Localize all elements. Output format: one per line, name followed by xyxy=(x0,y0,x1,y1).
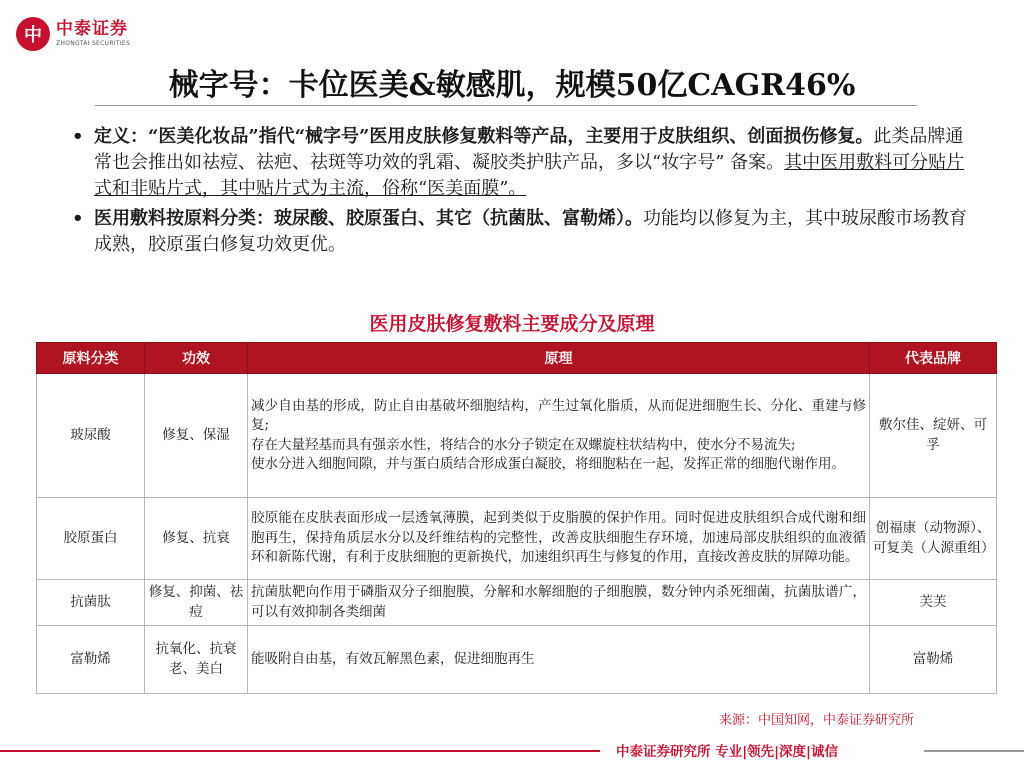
header-material: 原料分类 xyxy=(37,343,145,374)
footer-divider-red xyxy=(0,750,600,752)
cell-material: 玻尿酸 xyxy=(37,374,145,498)
company-logo xyxy=(16,14,130,54)
cell-brand: 创福康（动物源）、可复美（人源重组） xyxy=(870,498,997,580)
header-brand: 代表品牌 xyxy=(870,343,997,374)
bullet-2-bold: 医用敷料按原料分类：玻尿酸、胶原蛋白、其它（抗菌肽、富勒烯）。 xyxy=(94,208,643,229)
principle-line: 抗菌肽靶向作用于磷脂双分子细胞膜，分解和水解细胞的子细胞膜，数分钟内杀死细菌，抗菌肽谱广，可以有效抑制各类细菌 xyxy=(251,584,866,620)
cell-effect: 抗氧化、抗衰老、美白 xyxy=(145,626,248,694)
cell-principle xyxy=(248,626,870,694)
principle-line: 减少自由基的形成，防止自由基破坏细胞结构，产生过氧化脂质，从而促进细胞生长、分化、重建与修复; xyxy=(251,397,866,433)
table-row xyxy=(37,498,997,580)
header-principle: 原理 xyxy=(248,343,870,374)
logo-name-en: ZHONGTAI SECURITIES xyxy=(56,40,131,47)
title-divider xyxy=(95,105,917,106)
principle-line: 使水分进入细胞间隙，并与蛋白质结合形成蛋白凝胶，将细胞粘在一起，发挥正常的细胞代谢作用。 xyxy=(251,456,845,472)
cell-brand: 芙芙 xyxy=(870,580,997,626)
logo-mark-icon: 中 xyxy=(16,17,50,51)
bullet-definition xyxy=(70,124,970,202)
principle-line: 存在大量羟基而具有强亲水性，将结合的水分子锁定在双螺旋柱状结构中，使水分不易流失; xyxy=(251,436,796,453)
cell-effect: 修复、保湿 xyxy=(145,374,248,498)
cell-material: 抗菌肽 xyxy=(37,580,145,626)
cell-brand: 富勒烯 xyxy=(870,626,997,694)
source-note: 来源：中国知网，中泰证券研究所 xyxy=(718,713,914,728)
cell-brand: 敷尔佳、绽妍、可孚 xyxy=(870,374,997,498)
bullet-1-text: 此类品牌通常也会推出如祛痘、祛疤、祛斑等功效的乳霜、凝胶类护肤产品，多以“妆字号” 备案。 xyxy=(94,126,964,173)
cell-principle xyxy=(248,580,870,626)
header-effect: 功效 xyxy=(145,343,248,374)
principle-line: 胶原能在皮肤表面形成一层透氧薄膜，起到类似于皮脂膜的保护作用。同时促进皮肤组织合成代谢和细胞再生，保持角质层水分以及纤维结构的完整性，改善皮肤细胞生存环境，加速局部皮肤组织的血液循环和新陈代谢，有利于皮肤细胞的更新换代，加速组织再生与修复的作用，直接改善皮肤的屏障功能。 xyxy=(251,510,866,566)
cell-effect: 修复、抑菌、祛痘 xyxy=(145,580,248,626)
footer-slogan: 中泰证券研究所 专业|领先|深度|诚信 xyxy=(612,740,842,760)
footer-divider-gray xyxy=(924,750,1024,752)
table-row xyxy=(37,374,997,498)
bullet-dot-icon: • xyxy=(72,208,84,229)
slide-title: 械字号：卡位医美&敏感肌，规模50亿CAGR46% xyxy=(168,68,856,103)
bullet-list xyxy=(70,124,970,262)
bullet-1-bold: 定义：“医美化妆品”指代“械字号”医用皮肤修复敷料等产品，主要用于皮肤组织、创面损伤修复。 xyxy=(94,126,874,147)
cell-principle xyxy=(248,374,870,498)
table-header-row xyxy=(37,343,997,374)
table-title: 医用皮肤修复敷料主要成分及原理 xyxy=(369,313,655,335)
bullet-dot-icon: • xyxy=(72,126,84,147)
cell-material: 胶原蛋白 xyxy=(37,498,145,580)
principle-line: 能吸附自由基，有效瓦解黑色素，促进细胞再生 xyxy=(251,650,535,667)
logo-name-cn: 中泰证券 xyxy=(56,19,128,39)
table-row xyxy=(37,580,997,626)
cell-material: 富勒烯 xyxy=(37,626,145,694)
cell-effect: 修复、抗衰 xyxy=(145,498,248,580)
cell-principle xyxy=(248,498,870,580)
ingredients-table xyxy=(36,342,997,694)
bullet-2-text: 功能均以修复为主，其中玻尿酸市场教育成熟，胶原蛋白修复功效更优。 xyxy=(94,208,967,255)
table-row xyxy=(37,626,997,694)
bullet-1-underlined: 其中医用敷料可分贴片式和非贴片式，其中贴片式为主流，俗称“医美面膜”。 xyxy=(94,152,965,199)
bullet-classification xyxy=(70,206,970,258)
